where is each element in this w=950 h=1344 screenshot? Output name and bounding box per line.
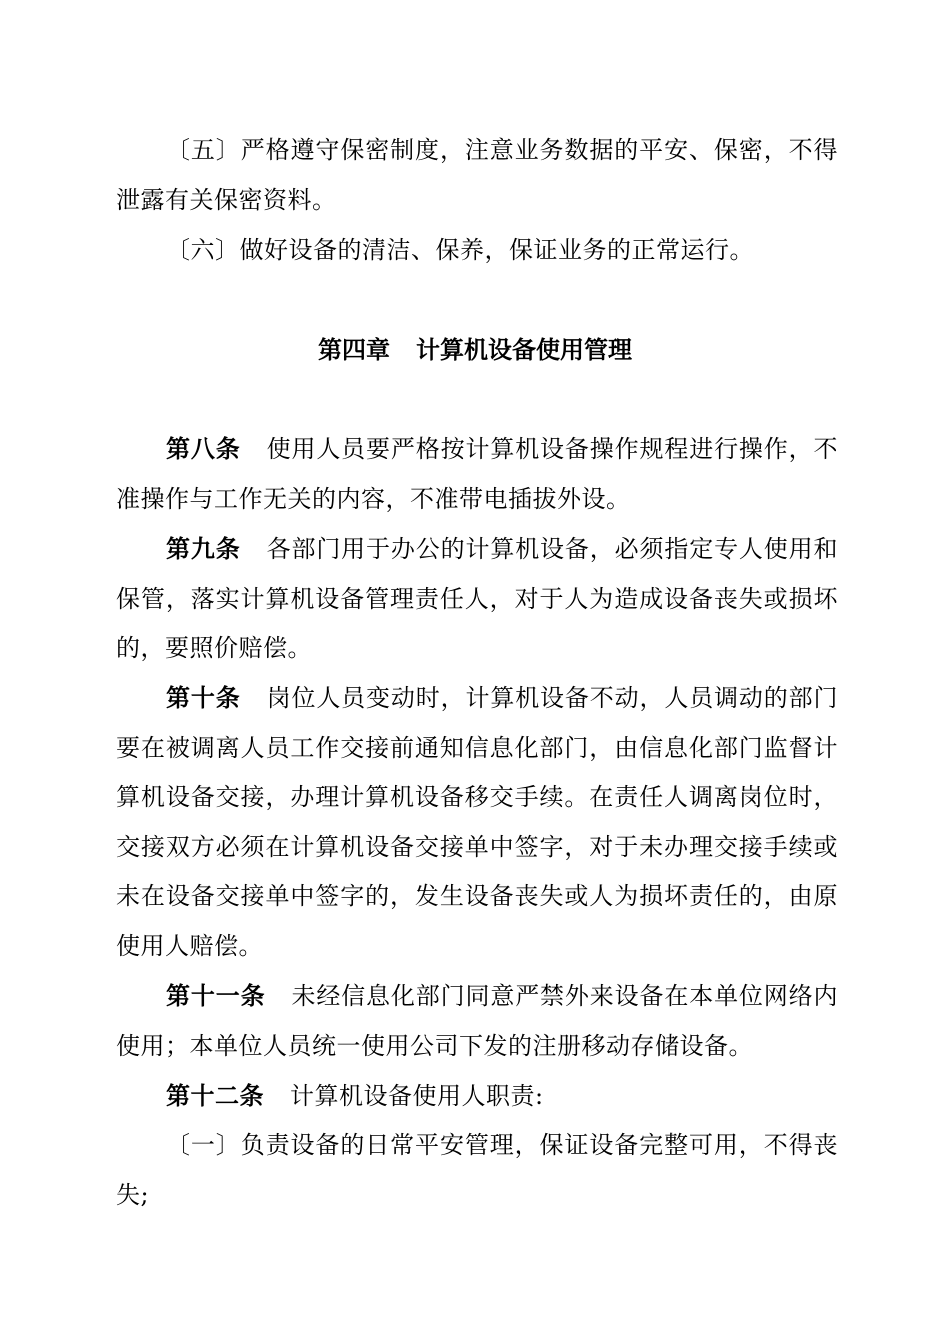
article-label: 第八条 — [166, 435, 241, 463]
clause-6: 〔六〕做好设备的清洁、保养，保证业务的正常运行。 — [166, 236, 754, 264]
chapter-title: 计算机设备使用管理 — [416, 336, 632, 364]
article-text: 各部门用于办公的计算机设备，必须指定专人使用和保管，落实计算机设备管理责任人，对于人为造成设备丧失或损坏的，要照价赔偿。 — [116, 535, 839, 662]
article-8 — [116, 425, 838, 524]
article-text: 使用人员要严格按计算机设备操作规程进行操作，不准操作与工作无关的内容，不准带电插拔外设。 — [116, 435, 839, 513]
article-label: 第十一条 — [166, 982, 266, 1010]
clause-5: 〔五〕严格遵守保密制度，注意业务数据的平安、保密，不得泄露有关保密资料。 — [116, 136, 838, 214]
chapter-heading — [0, 329, 950, 371]
chapter-number: 第四章 — [318, 336, 390, 364]
article-12 — [116, 1072, 838, 1122]
article-11 — [116, 972, 838, 1071]
article-10 — [116, 674, 838, 971]
article-text: 计算机设备使用人职责: — [290, 1082, 544, 1110]
article-label: 第十条 — [166, 684, 241, 712]
article-label: 第十二条 — [166, 1082, 264, 1110]
article-label: 第九条 — [166, 535, 241, 563]
article-text: 未经信息化部门同意严禁外来设备在本单位网络内使用；本单位人员统一使用公司下发的注册移动存储设备。 — [116, 982, 839, 1060]
article-text: 岗位人员变动时，计算机设备不动，人员调动的部门要在被调离人员工作交接前通知信息化部门，由信息化部门监督计算机设备交接，办理计算机设备移交手续。在责任人调离岗位时，交接双方必须在计算机设备交接单中签字，对于未办理交接手续或未在设备交接单中签字的，发生设备丧失或人为损坏责任的，由原使用人赔偿。 — [116, 684, 839, 960]
article-9 — [116, 525, 838, 674]
duty-clause-1: 〔一〕负责设备的日常平安管理，保证设备完整可用，不得丧失; — [116, 1131, 838, 1209]
